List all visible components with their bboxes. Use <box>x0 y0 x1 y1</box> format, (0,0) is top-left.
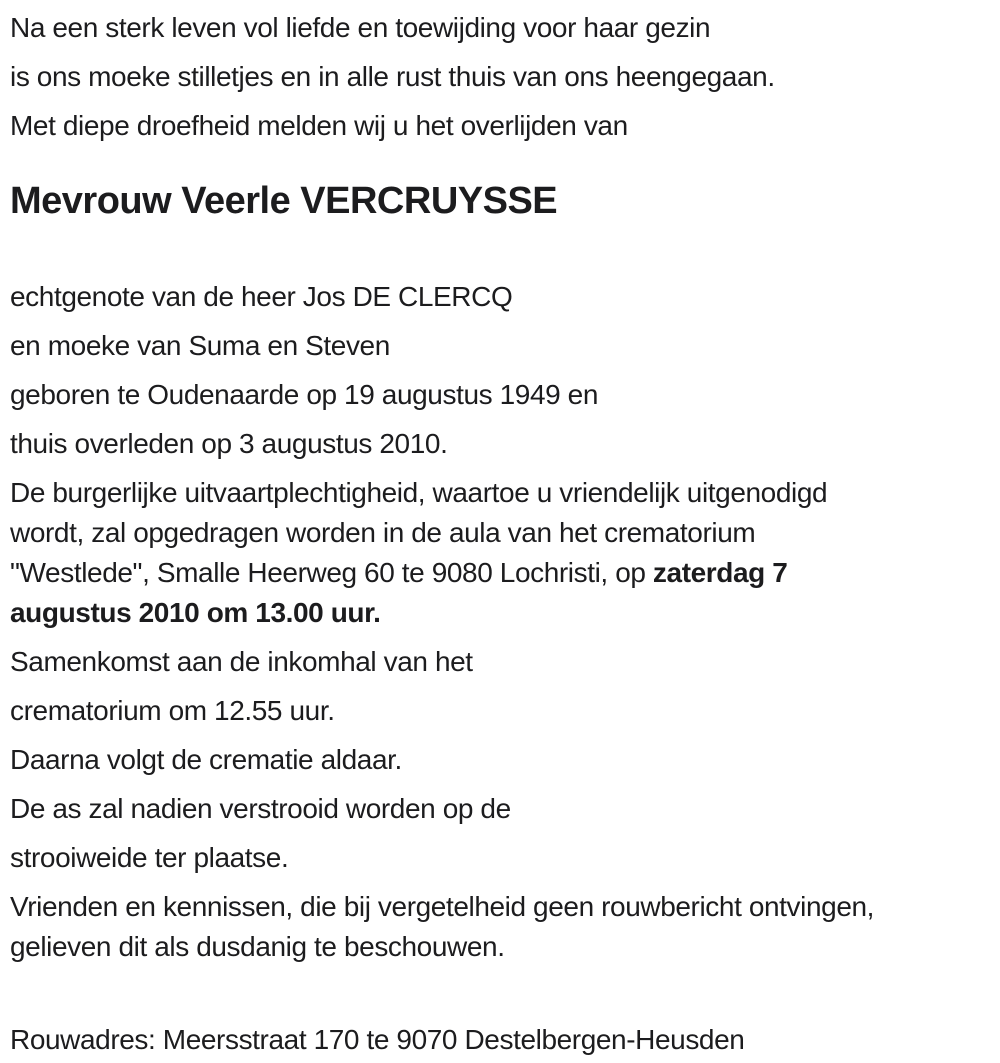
ceremony-date-bold-end: augustus 2010 om 13.00 uur. <box>10 597 381 628</box>
schedule-line-3: Daarna volgt de crematie aldaar. <box>10 744 402 775</box>
schedule-line-2: crematorium om 12.55 uur. <box>10 695 335 726</box>
mourning-address: Rouwadres: Meersstraat 170 te 9070 Destelbergen-Heusden <box>10 1024 745 1055</box>
ashes-line-2: strooiweide ter plaatse. <box>10 842 289 873</box>
ceremony-line-3 <box>10 553 1000 593</box>
ceremony-paragraph <box>10 473 1000 633</box>
intro-line-1: Na een sterk leven vol liefde en toewijding voor haar gezin <box>10 12 711 43</box>
schedule-line-1: Samenkomst aan de inkomhal van het <box>10 646 473 677</box>
ceremony-line-2: wordt, zal opgedragen worden in de aula van het crematorium <box>10 517 756 548</box>
ceremony-line-1: De burgerlijke uitvaartplechtigheid, waartoe u vriendelijk uitgenodigd <box>10 477 828 508</box>
ceremony-location-text: "Westlede", Smalle Heerweg 60 te 9080 Lochristi, op <box>10 557 653 588</box>
apology-line-2: gelieven dit als dusdanig te beschouwen. <box>10 931 505 962</box>
detail-death: thuis overleden op 3 augustus 2010. <box>10 428 448 459</box>
detail-birth: geboren te Oudenaarde op 19 augustus 1949 en <box>10 379 599 410</box>
apology-line-1: Vrienden en kennissen, die bij vergetelheid geen rouwbericht ontvingen, <box>10 891 875 922</box>
ceremony-date-bold-start: zaterdag 7 <box>652 557 788 588</box>
detail-spouse: echtgenote van de heer Jos DE CLERCQ <box>10 281 513 312</box>
detail-children: en moeke van Suma en Steven <box>10 330 390 361</box>
intro-line-2: is ons moeke stilletjes en in alle rust thuis van ons heengegaan. <box>10 61 775 92</box>
intro-line-3: Met diepe droefheid melden wij u het overlijden van <box>10 110 628 141</box>
apology-paragraph <box>10 887 1000 967</box>
deceased-name: Mevrouw Veerle VERCRUYSSE <box>10 180 558 222</box>
ashes-line-1: De as zal nadien verstrooid worden op de <box>10 793 511 824</box>
